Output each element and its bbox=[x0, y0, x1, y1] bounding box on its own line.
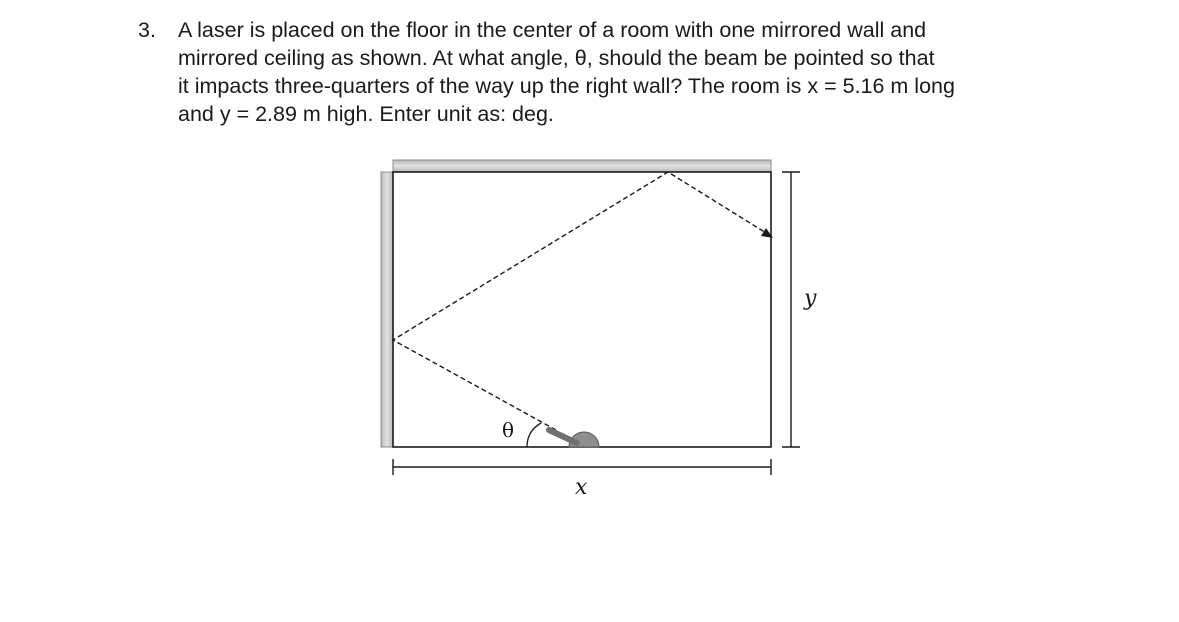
theta-arc bbox=[527, 423, 541, 447]
problem-line-4: and y = 2.89 m high. Enter unit as: deg. bbox=[178, 102, 554, 126]
left-wall-mirror bbox=[381, 172, 393, 447]
problem-line-3: it impacts three-quarters of the way up the right wall? The room is x = 5.16 m long bbox=[178, 74, 955, 98]
problem-line-2: mirrored ceiling as shown. At what angle, θ, should the beam be pointed so that bbox=[178, 46, 935, 70]
ceiling-mirror bbox=[393, 160, 771, 172]
room-outline bbox=[393, 172, 771, 447]
problem-line-1: A laser is placed on the floor in the center of a room with one mirrored wall and bbox=[178, 18, 927, 42]
laser-beam-path bbox=[393, 172, 771, 430]
theta-label: θ bbox=[502, 418, 515, 442]
problem-number: 3. bbox=[138, 18, 156, 42]
y-label: y bbox=[804, 286, 817, 311]
x-label: x bbox=[575, 475, 588, 500]
